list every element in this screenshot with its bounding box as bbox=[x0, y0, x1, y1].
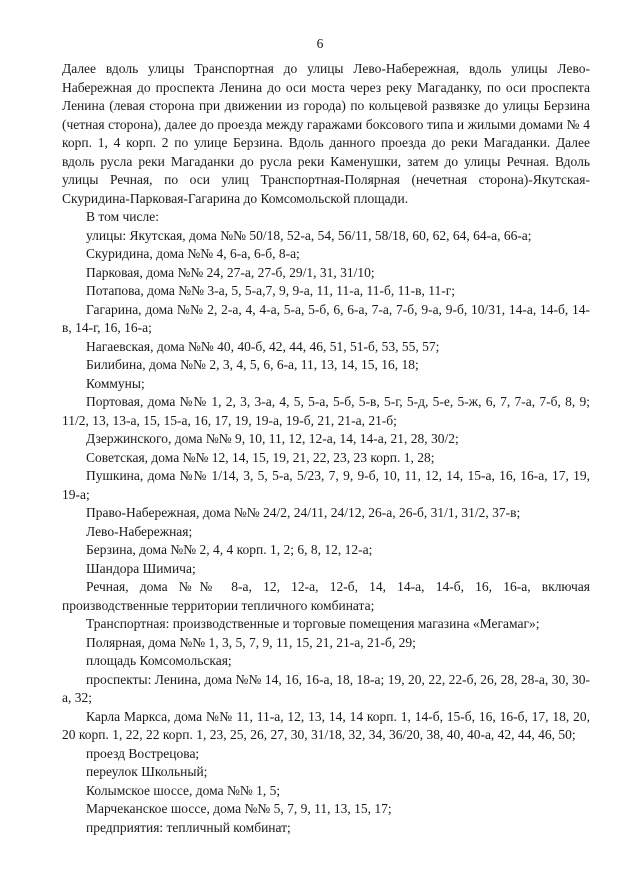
intro-paragraph: Далее вдоль улицы Транспортная до улицы Лево-Набережная, вдоль улицы Лево-Набережная до проспекта Ленина до оси моста через реку Магаданку, по оси проспекта Ленина (левая сторона при движении из города) по кольцевой развязке до улицы Берзина (четная сторона), далее до проезда между гаражами боксового типа и жилыми домами № 4 корп. 1, 4 корп. 2 по улице Берзина. Вдоль данного проезда до реки Магаданки. Далее вдоль русла реки Магаданки до русла реки Каменушки, затем до улицы Речная. Вдоль улицы Речная, по оси улиц Транспортная-Полярная (нечетная сторона)-Якутская-Скуридина-Парковая-Гагарина до Комсомольской площади. bbox=[62, 61, 590, 206]
list-item: улицы: Якутская, дома №№ 50/18, 52-а, 54, 56/11, 58/18, 60, 62, 64, 64-а, 66-а; bbox=[86, 227, 532, 243]
section-heading: В том числе: bbox=[86, 209, 159, 224]
list-item: Нагаевская, дома №№ 40, 40-б, 42, 44, 46, 51, 51-б, 53, 55, 57; bbox=[86, 338, 440, 354]
list-item: предприятия: тепличный комбинат; bbox=[86, 819, 291, 835]
list-item: Пушкина, дома №№ 1/14, 3, 5, 5-а, 5/23, 7, 9, 9-б, 10, 11, 12, 14, 15-а, 16, 16-а, 17, 19, 19-а; bbox=[62, 468, 590, 502]
list-item: переулок Школьный; bbox=[86, 764, 208, 779]
list-item: Потапова, дома №№ 3-а, 5, 5-а,7, 9, 9-а, 11, 11-а, 11-б, 11-в, 11-г; bbox=[86, 283, 456, 298]
list-item: проезд Вострецова; bbox=[86, 745, 200, 761]
list-item: Шандора Шимича; bbox=[86, 560, 196, 576]
list-item: проспекты: Ленина, дома №№ 14, 16, 16-а, 18, 18-а; 19, 20, 22, 22-б, 26, 28, 28-а, 30, 30-а, 32; bbox=[62, 671, 590, 705]
page-number: 6 bbox=[316, 36, 324, 51]
list-item: Полярная, дома №№ 1, 3, 5, 7, 9, 11, 15, 21, 21-а, 21-б, 29; bbox=[86, 634, 416, 650]
list-item: Гагарина, дома №№ 2, 2-а, 4, 4-а, 5-а, 5-б, 6, 6-а, 7-а, 7-б, 9-а, 9-б, 10/31, 14-а, 14-б, 14-в, 14-г, 16, 16-а; bbox=[62, 301, 590, 335]
list-item: Скуридина, дома №№ 4, 6-а, 6-б, 8-а; bbox=[86, 246, 300, 261]
list-item: Лево-Набережная; bbox=[86, 523, 193, 539]
list-item: Речная, дома №№ 8-а, 12, 12-а, 12-б, 14, 14-а, 14-б, 16, 16-а, включая производственные территории тепличного комбината; bbox=[62, 579, 590, 613]
list-item: Карла Маркса, дома №№ 11, 11-а, 12, 13, 14, 14 корп. 1, 14-б, 15-б, 16, 16-б, 17, 18, 20, 20 корп. 1, 22, 22 корп. 1, 23, 25, 26, 27, 30, 31/18, 32, 34, 36/20, 38, 40, 40-а, 42, 44, 46, 50; bbox=[62, 708, 590, 742]
list-item: Советская, дома №№ 12, 14, 15, 19, 21, 22, 23, 23 корп. 1, 28; bbox=[86, 449, 435, 465]
list-item: Парковая, дома №№ 24, 27-а, 27-б, 29/1, 31, 31/10; bbox=[86, 264, 375, 280]
document-body bbox=[62, 60, 590, 837]
list-item: Билибина, дома №№ 2, 3, 4, 5, 6, 6-а, 11, 13, 14, 15, 16, 18; bbox=[86, 357, 419, 372]
list-item: Транспортная: производственные и торговые помещения магазина «Мегамаг»; bbox=[86, 616, 540, 631]
list-item: Дзержинского, дома №№ 9, 10, 11, 12, 12-а, 14, 14-а, 21, 28, 30/2; bbox=[86, 431, 459, 446]
list-item: Колымское шоссе, дома №№ 1, 5; bbox=[86, 782, 281, 798]
list-item: Коммуны; bbox=[86, 375, 145, 391]
list-item: Берзина, дома №№ 2, 4, 4 корп. 1, 2; 6, 8, 12, 12-а; bbox=[86, 542, 373, 557]
list-item: Марчеканское шоссе, дома №№ 5, 7, 9, 11, 13, 15, 17; bbox=[86, 801, 392, 816]
list-item: Портовая, дома №№ 1, 2, 3, 3-а, 4, 5, 5-а, 5-б, 5-в, 5-г, 5-д, 5-е, 5-ж, 6, 7, 7-а, 7-б, 8, 9; 11/2, 13, 13-а, 15, 15-а, 16, 17, 19, 19-а, 19-б, 21, 21-а, 21-б; bbox=[62, 394, 590, 428]
list-item: площадь Комсомольская; bbox=[86, 653, 232, 668]
list-item: Право-Набережная, дома №№ 24/2, 24/11, 24/12, 26-а, 26-б, 31/1, 31/2, 37-в; bbox=[86, 505, 521, 520]
